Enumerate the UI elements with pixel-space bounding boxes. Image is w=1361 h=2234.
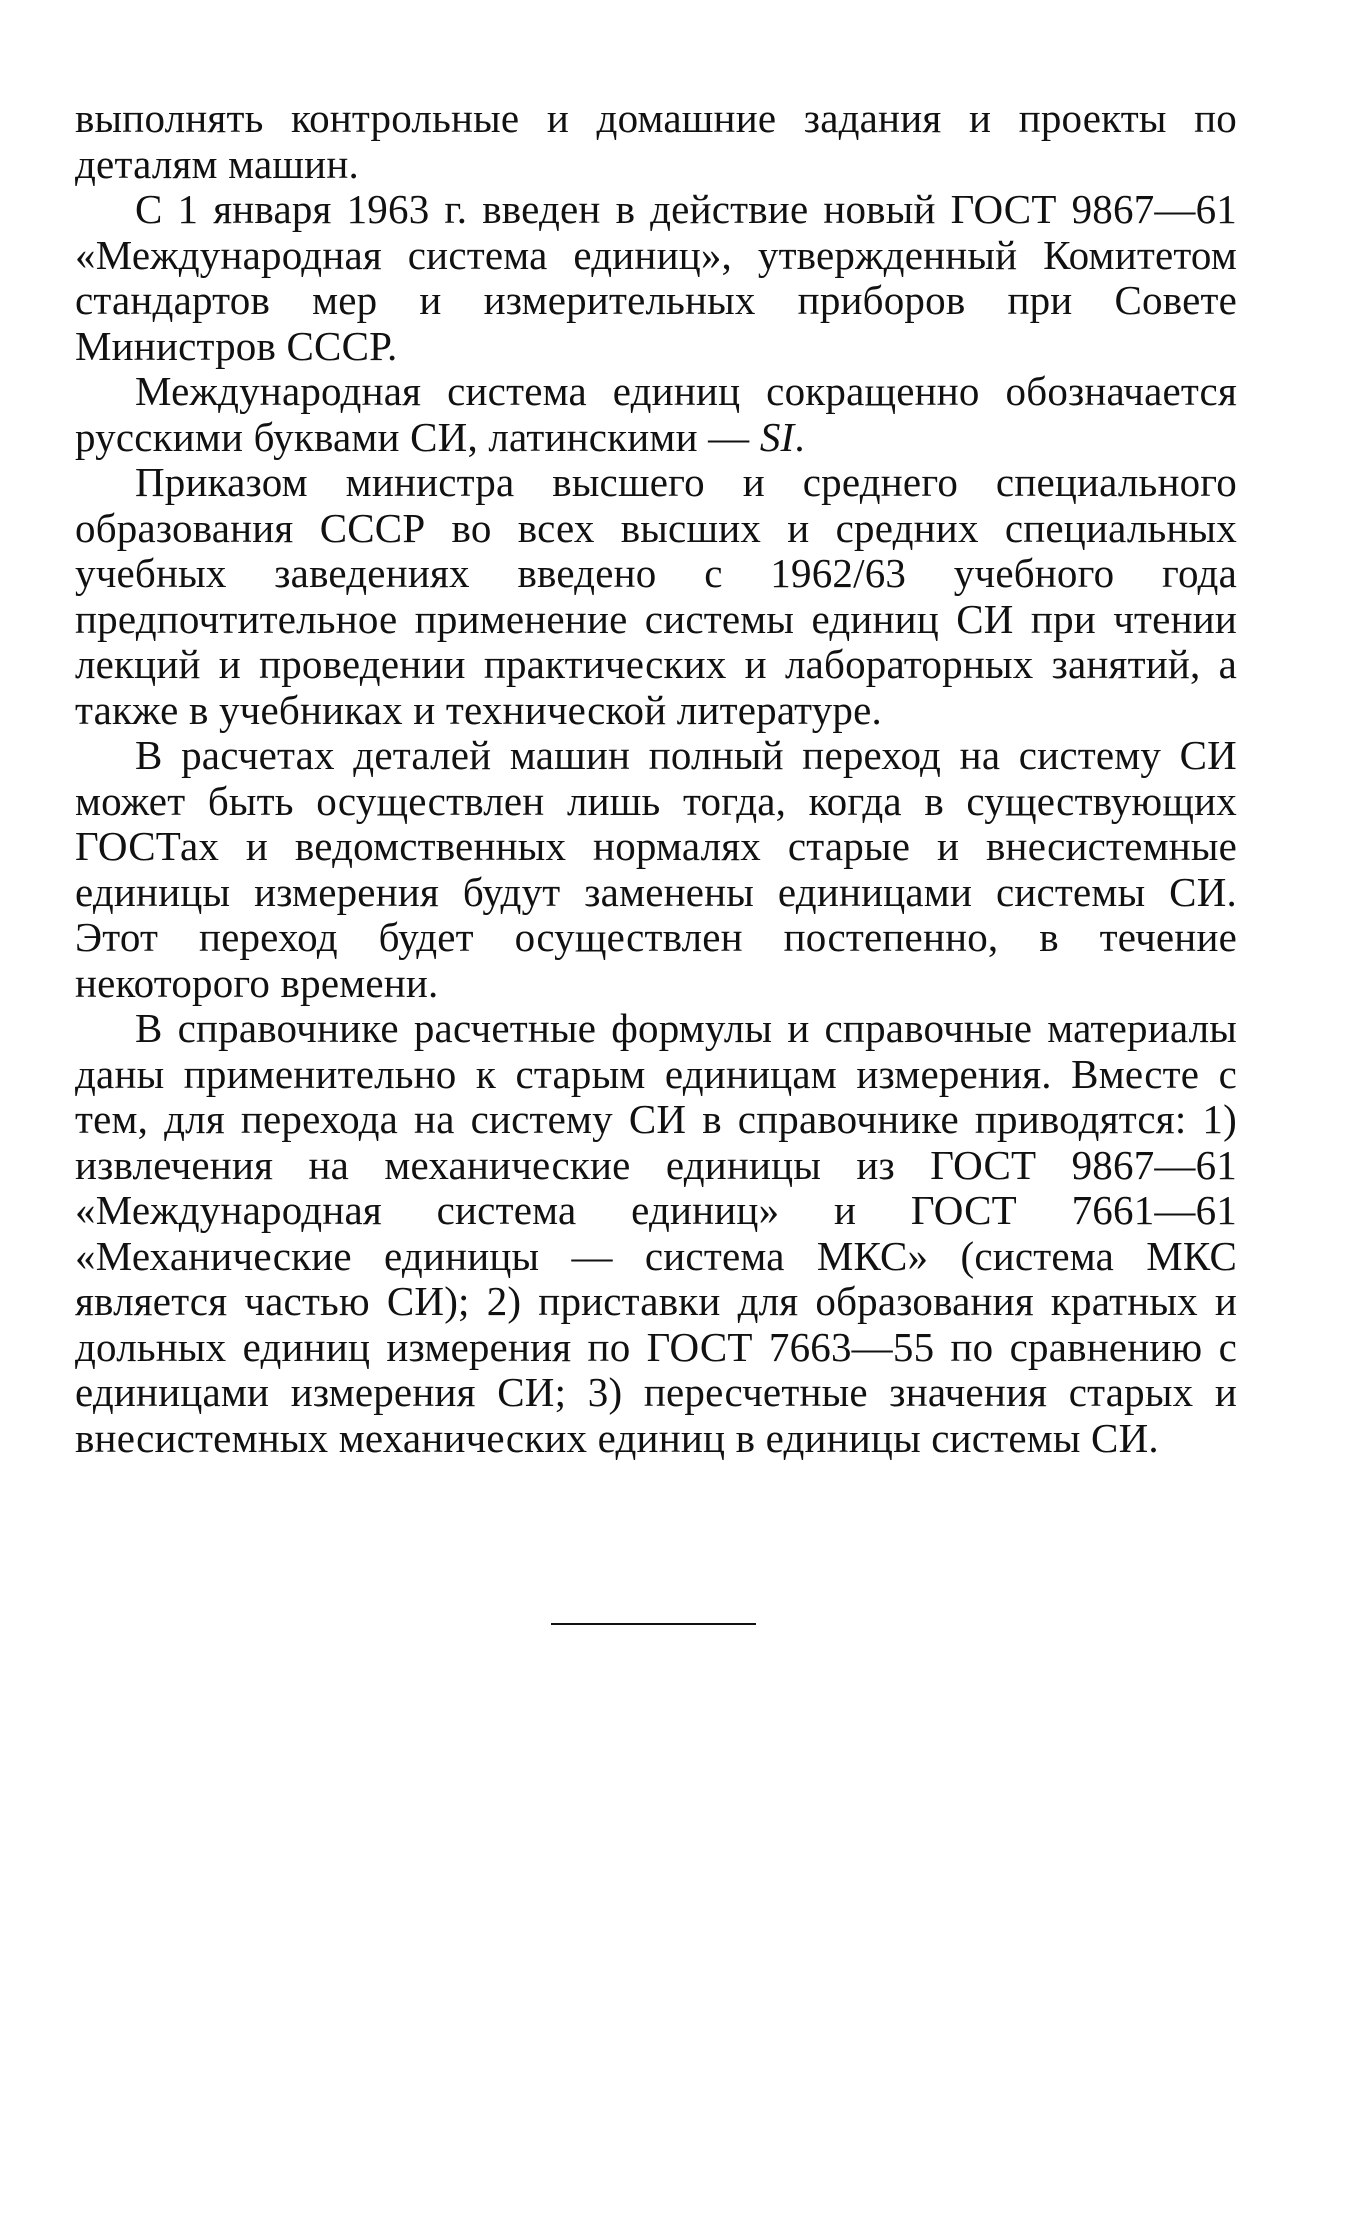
si-abbreviation-end: .	[794, 413, 805, 460]
paragraph-continuation: выполнять контрольные и домашние задания и проекты по деталям машин.	[75, 95, 1237, 187]
document-page	[75, 96, 1237, 1461]
paragraph-si-abbreviation	[75, 369, 1237, 460]
paragraph-gost-introduced: С 1 января 1963 г. введен в действие новый ГОСТ 9867—61 «Международная система единиц», утвержденный Комитетом стандартов мер и измерительных приборов при Совете Министров СССР.	[75, 186, 1237, 369]
paragraph-transition: В расчетах деталей машин полный переход на систему СИ может быть осуществлен лишь тогда, когда в существующих ГОСТах и ведомственных нормалях старые и внесистемные единицы измерения будут заменены единицами системы СИ. Этот переход будет осуществлен постепенно, в течение некоторого времени.	[75, 732, 1237, 1006]
paragraph-handbook-contents: В справочнике расчетные формулы и справочные материалы даны применительно к старым единицам измерения. Вместе с тем, для перехода на систему СИ в справочнике приводятся: 1) извлечения на механические единицы из ГОСТ 9867—61 «Международная система единиц» и ГОСТ 7661—61 «Механические единицы — система МКС» (система МКС является частью СИ); 2) приставки для образования кратных и дольных единиц измерения по ГОСТ 7663—55 по сравнению с единицами измерения СИ; 3) пересчетные значения старых и внесистемных механических единиц в единицы системы СИ.	[75, 1005, 1237, 1461]
paragraph-ministry-order: Приказом министра высшего и среднего специального образования СССР во всех высших и средних специальных учебных заведениях введено с 1962/63 учебного года предпочтительное применение системы единиц СИ при чтении лекций и проведении практических и лабораторных занятий, а также в учебниках и технической литературе.	[75, 459, 1237, 733]
section-divider	[551, 1623, 756, 1625]
si-latin-symbol: SI	[759, 413, 795, 460]
si-abbreviation-text: Международная система единиц сокращенно обозначается русскими буквами СИ, латинскими —	[75, 368, 1237, 460]
